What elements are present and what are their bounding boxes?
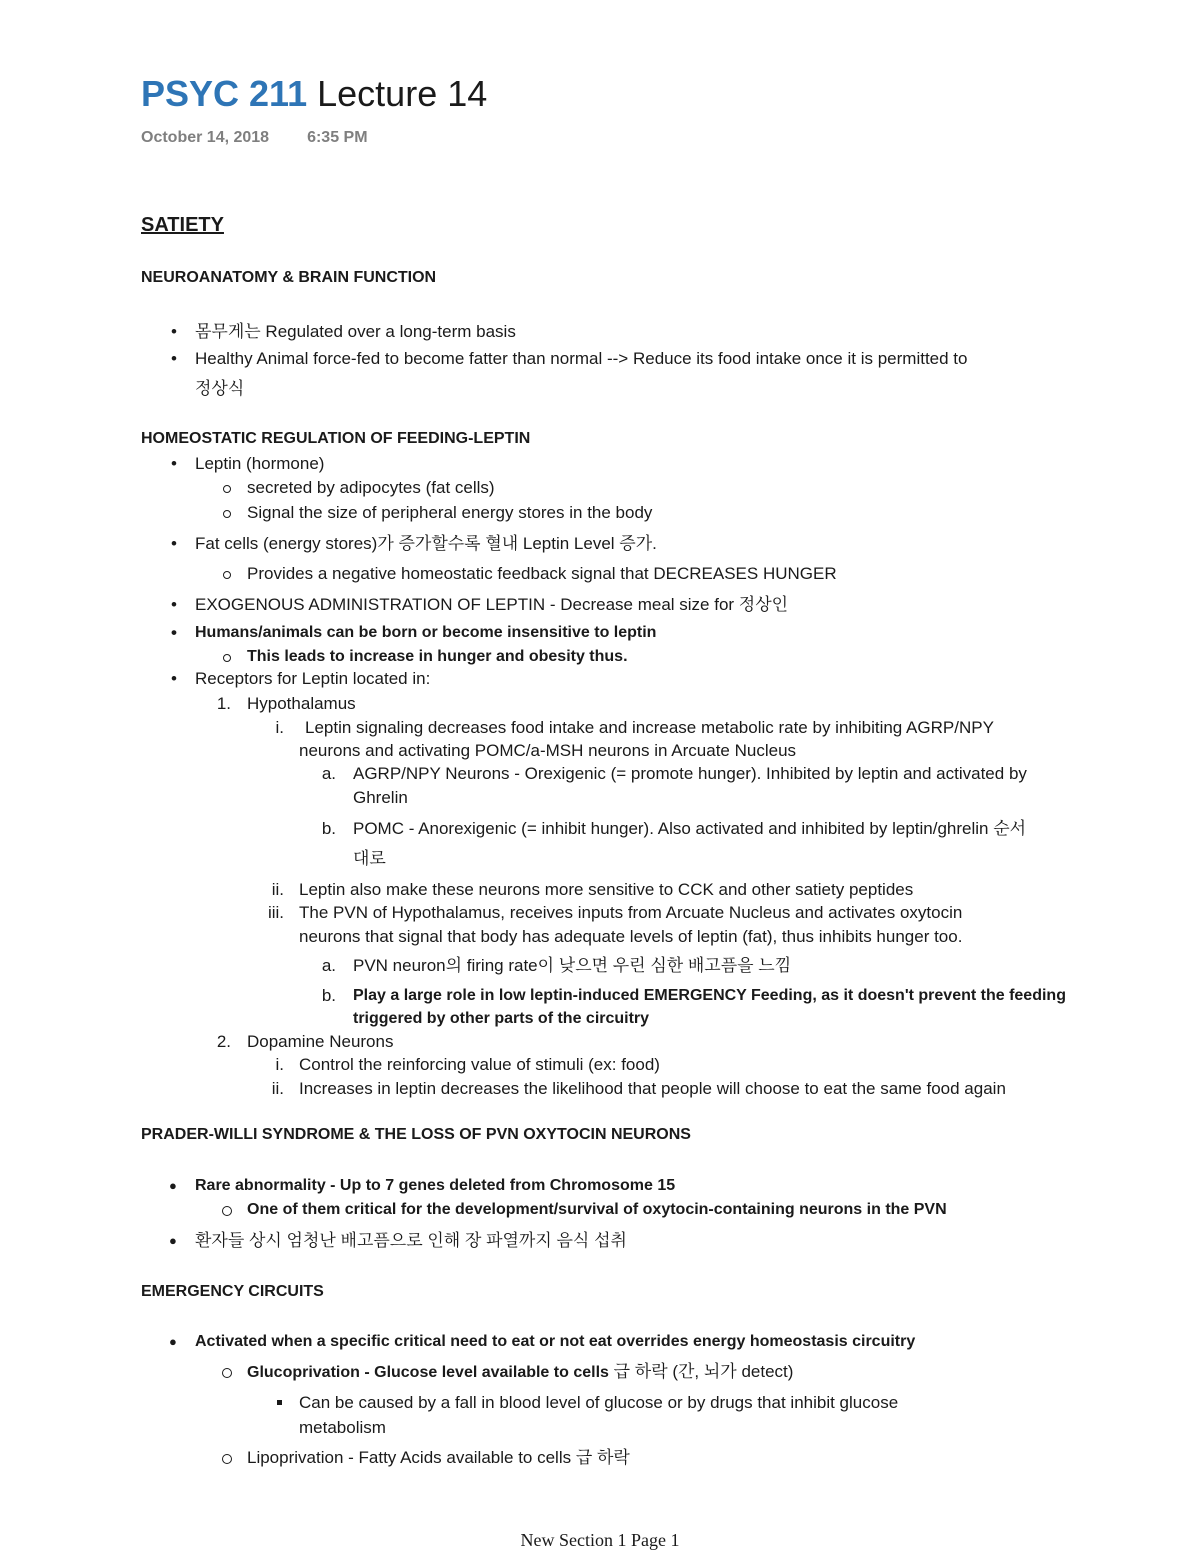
sub-feedback: Provides a negative homeostatic feedback signal that DECREASES HUNGER xyxy=(247,564,837,583)
bullet-insensitive: • Humans/animals can be born or become insensitive to leptin xyxy=(195,622,656,644)
bullet-forcefed: • Healthy Animal force-fed to become fatter than normal --> Reduce its food intake once it is permitted to xyxy=(195,348,967,370)
item-cck: Leptin also make these neurons more sensitive to CCK and other satiety peptides xyxy=(299,880,914,899)
sub-secreted: secreted by adipocytes (fat cells) xyxy=(247,478,495,497)
marker-a: a. xyxy=(321,764,336,783)
heading-emergency: EMERGENCY CIRCUITS xyxy=(141,1283,324,1300)
marker-b-2: b. xyxy=(321,986,336,1005)
sub-lipoprivation: Lipoprivation - Fatty Acids available to cells 급 하락 xyxy=(247,1448,630,1467)
marker-i-2: i. xyxy=(275,1055,284,1074)
marker-ii-2: ii. xyxy=(271,1079,284,1098)
marker-iii: iii. xyxy=(267,903,284,922)
sub-signal: Signal the size of peripheral energy stores in the body xyxy=(247,503,653,522)
item-pomc: POMC - Anorexigenic (= inhibit hunger). Also activated and inhibited by leptin/ghrelin 순서 xyxy=(353,819,1027,838)
bullet-rare: ● Rare abnormality - Up to 7 genes deleted from Chromosome 15 xyxy=(195,1175,675,1197)
marker-a-2: a. xyxy=(321,956,336,975)
item-same-food: Increases in leptin decreases the likelihood that people will choose to eat the same food again xyxy=(299,1079,1006,1098)
marker-1: 1. xyxy=(216,694,231,713)
item-agrp-cont: Ghrelin xyxy=(353,788,408,807)
sub-glucose-cause-cont: metabolism xyxy=(299,1418,386,1437)
section-title: SATIETY xyxy=(141,214,224,236)
item-leptin-signaling: Leptin signaling decreases food intake and increase metabolic rate by inhibiting AGRP/NPY xyxy=(305,718,994,737)
bullet-weight: • 몸무게는 Regulated over a long-term basis xyxy=(195,321,516,343)
glucoprivation-rest: 급 하락 (간, 뇌가 detect) xyxy=(608,1362,794,1381)
sub-oxytocin: One of them critical for the development/survival of oxytocin-containing neurons in the PVN xyxy=(247,1199,947,1221)
item-reinforcing: Control the reinforcing value of stimuli (ex: food) xyxy=(299,1055,660,1074)
item-pomc-cont: 대로 xyxy=(353,849,386,868)
heading-neuroanatomy: NEUROANATOMY & BRAIN FUNCTION xyxy=(141,269,437,286)
bullet-leptin: • Leptin (hormone) xyxy=(195,453,324,475)
page-footer: New Section 1 Page 1 xyxy=(520,1530,680,1550)
marker-2: 2. xyxy=(216,1032,231,1051)
note-meta xyxy=(141,128,368,148)
note-time: 6:35 PM xyxy=(307,129,368,146)
course-code: PSYC 211 xyxy=(141,73,308,114)
marker-ii: ii. xyxy=(271,880,284,899)
heading-leptin: HOMEOSTATIC REGULATION OF FEEDING-LEPTIN xyxy=(141,430,531,447)
bullet-exogenous: • EXOGENOUS ADMINISTRATION OF LEPTIN - Decrease meal size for 정상인 xyxy=(195,594,788,616)
item-pvn-firing: PVN neuron의 firing rate이 낮으면 우린 심한 배고픔을 느낌 xyxy=(353,956,792,975)
marker-b: b. xyxy=(321,819,336,838)
bullet-forcefed-cont: 정상식 xyxy=(195,379,245,398)
heading-prader-willi: PRADER-WILLI SYNDROME & THE LOSS OF PVN OXYTOCIN NEURONS xyxy=(141,1126,691,1143)
item-agrp: AGRP/NPY Neurons - Orexigenic (= promote hunger). Inhibited by leptin and activated by xyxy=(353,764,1027,783)
sub-glucose-cause: Can be caused by a fall in blood level of glucose or by drugs that inhibit glucose xyxy=(299,1393,899,1412)
bullet-activated: ● Activated when a specific critical need to eat or not eat overrides energy homeostasis circuitry xyxy=(195,1331,915,1353)
bullet-patients: ● 환자들 상시 엄청난 배고픔으로 인해 장 파열까지 음식 섭취 xyxy=(195,1230,627,1252)
glucoprivation-bold: Glucoprivation - Glucose level available to cells xyxy=(247,1364,609,1381)
lecture-name: Lecture 14 xyxy=(317,73,488,114)
item-leptin-signaling-cont: neurons and activating POMC/a-MSH neurons in Arcuate Nucleus xyxy=(299,741,797,760)
item-dopamine: Dopamine Neurons xyxy=(247,1032,394,1051)
sub-glucoprivation xyxy=(247,1361,793,1384)
bullet-receptors: • Receptors for Leptin located in: xyxy=(195,668,430,690)
marker-i: i. xyxy=(275,718,284,737)
item-pvn-cont: neurons that signal that body has adequate levels of leptin (fat), thus inhibits hunger too. xyxy=(299,927,963,946)
note-date: October 14, 2018 xyxy=(141,129,270,146)
bullet-fatcells: • Fat cells (energy stores)가 증가할수록 혈내 Leptin Level 증가. xyxy=(195,533,657,555)
item-emergency-feeding: Play a large role in low leptin-induced EMERGENCY Feeding, as it doesn't prevent the feeding xyxy=(353,987,1066,1004)
sub-obesity: This leads to increase in hunger and obesity thus. xyxy=(247,646,628,668)
item-pvn: The PVN of Hypothalamus, receives inputs from Arcuate Nucleus and activates oxytocin xyxy=(299,903,963,922)
item-emergency-feeding-cont: triggered by other parts of the circuitry xyxy=(353,1010,650,1027)
item-hypothalamus: Hypothalamus xyxy=(247,694,356,713)
page-title xyxy=(141,70,487,118)
